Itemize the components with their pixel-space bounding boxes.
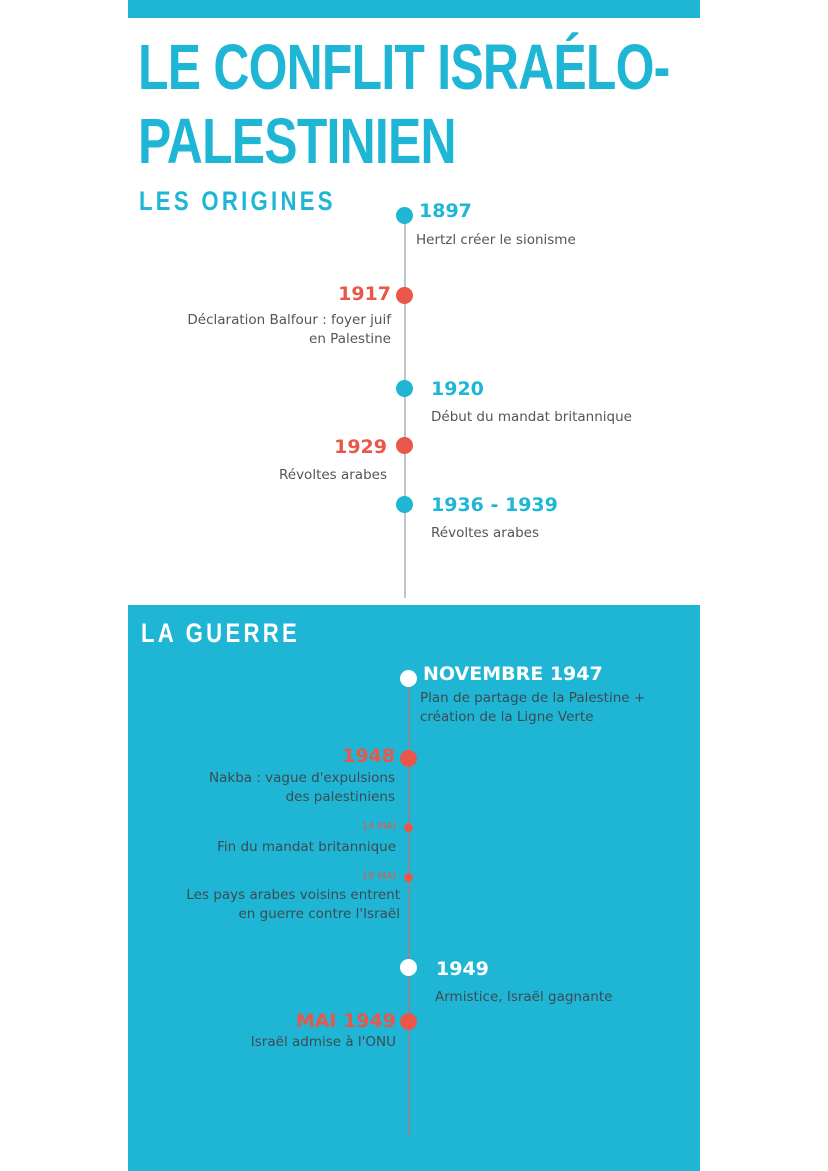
event-description: Les pays arabes voisins entrent en guerre contre l'Israël (186, 887, 400, 922)
event-date: 14 MAI (361, 821, 396, 832)
event-description: Révoltes arabes (431, 525, 540, 541)
timeline-line-origins (404, 214, 406, 598)
timeline-dot (396, 437, 413, 454)
event-year: 1948 (342, 745, 395, 767)
event-description: Début du mandat britannique (431, 409, 632, 425)
title-line-2: PALESTINIEN (138, 105, 456, 177)
timeline-dot (400, 750, 417, 767)
timeline-dot-small (404, 823, 413, 832)
event-description: Déclaration Balfour : foyer juif en Palestine (187, 312, 391, 347)
event-description: Hertzl créer le sionisme (416, 232, 576, 248)
timeline-dot (396, 380, 413, 397)
title-line-1: LE CONFLIT ISRAÉLO- (138, 31, 670, 103)
event-description: Plan de partage de la Palestine + création de la Ligne Verte (420, 690, 646, 725)
section-title-origins: LES ORIGINES (139, 186, 336, 216)
timeline-dot (396, 496, 413, 513)
timeline-dot (400, 959, 417, 976)
event-year: MAI 1949 (295, 1010, 396, 1032)
event-year: 1920 (431, 378, 484, 400)
timeline-dot (396, 287, 413, 304)
event-description: Israël admise à l'ONU (250, 1034, 396, 1050)
timeline-dot-small (404, 873, 413, 882)
event-year: NOVEMBRE 1947 (423, 663, 603, 685)
event-description: Nakba : vague d'expulsions des palestiniens (209, 770, 395, 805)
timeline-dot (396, 207, 413, 224)
timeline-line-war (408, 678, 410, 1136)
event-year: 1949 (436, 958, 489, 980)
event-year: 1936 - 1939 (431, 494, 558, 516)
event-year: 1929 (334, 436, 387, 458)
section-title-war: LA GUERRE (141, 618, 301, 648)
event-year: 1917 (338, 283, 391, 305)
timeline-dot (400, 1013, 417, 1030)
page-title (138, 30, 670, 178)
event-description: Armistice, Israël gagnante (435, 989, 613, 1005)
top-accent-bar (128, 0, 700, 18)
event-year: 1897 (419, 200, 472, 222)
event-description: Révoltes arabes (278, 467, 387, 483)
timeline-dot (400, 670, 417, 687)
event-date: 15 MAI (361, 871, 396, 882)
event-description: Fin du mandat britannique (217, 839, 396, 855)
